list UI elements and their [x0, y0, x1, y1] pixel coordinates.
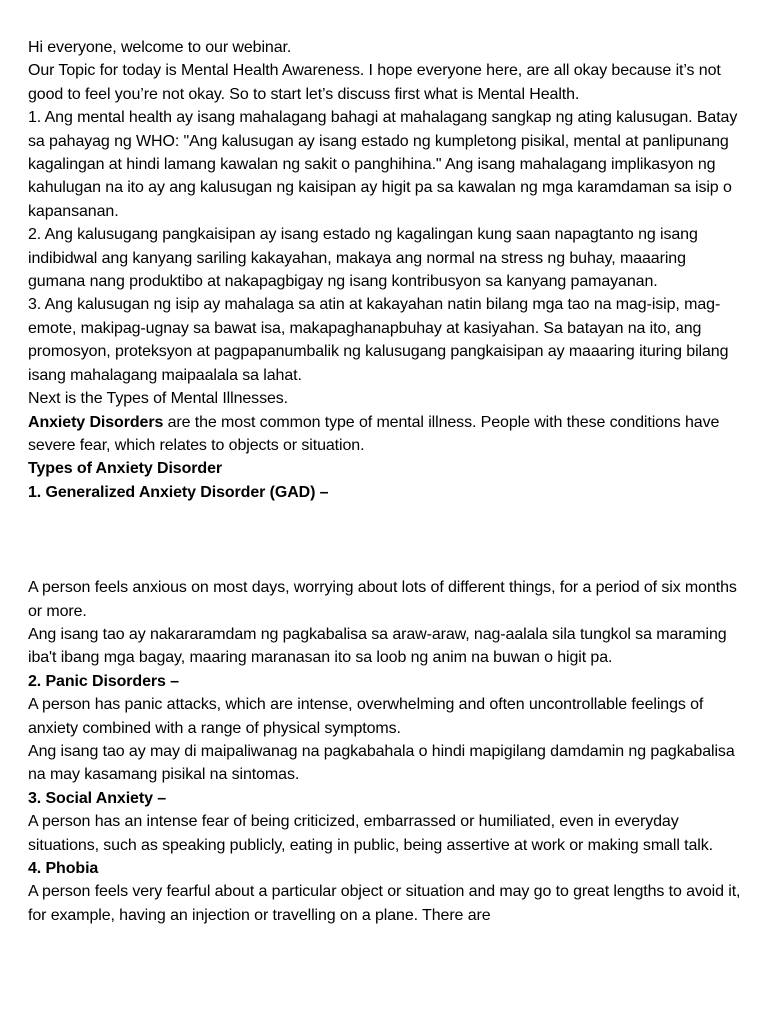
social-english-paragraph: A person has an intense fear of being criticized, embarrassed or humiliated, even in everyday situations, such as speaking publicly, eating in public, being assertive at work or making small talk.	[28, 813, 713, 854]
next-types-line: Next is the Types of Mental Illnesses.	[28, 390, 289, 408]
document-body	[28, 36, 744, 927]
gad-heading: 1. Generalized Anxiety Disorder (GAD) –	[28, 483, 329, 501]
item-3-paragraph: 3. Ang kalusugan ng isip ay mahalaga sa atin at kakayahan natin bilang mga tao na mag-isip, mag-emote, makipag-ugnay sa bawat isa, makapaghanapbuhay at kasiyahan. Sa batayan na ito, ang promosyon, proteksyon at pagpapanumbalik ng kalusugang pangkaisipan ay maaaring ituring bilang isang mahalagang maipaalala sa lahat.	[28, 296, 729, 384]
anxiety-term: Anxiety Disorders	[28, 413, 164, 431]
gad-tagalog-paragraph: Ang isang tao ay nakararamdam ng pagkabalisa sa araw-araw, nag-aalala sila tungkol sa maraming iba't ibang mga bagay, maaring maranasan ito sa loob ng anim na buwan o higit pa.	[28, 625, 727, 667]
item-2-paragraph: 2. Ang kalusugang pangkaisipan ay isang estado ng kagalingan kung saan napagtanto ng isang indibidwal ang kanyang sariling kakayahan, makaya ang normal na stress ng buhay, maaaring gumana nang produktibo at nakapagbigay ng isang kontribusyon sa kanyang pamayanan.	[28, 226, 698, 291]
anxiety-description: are the most common type of mental illness. People with these conditions have severe fear, which relates to objects or situation.	[28, 413, 720, 454]
phobia-english-paragraph: A person feels very fearful about a particular object or situation and may go to great lengths to avoid it, for example, having an injection or travelling on a plane. There are	[28, 883, 741, 924]
panic-tagalog-paragraph: Ang isang tao ay may di maipaliwanag na pagkabahala o hindi mapigilang damdamin ng pagkabalisa na may kasamang pisikal na sintomas.	[28, 742, 735, 784]
intro-greeting: Hi everyone, welcome to our webinar.	[28, 39, 292, 56]
types-heading: Types of Anxiety Disorder	[28, 460, 222, 478]
gad-english-paragraph: A person feels anxious on most days, worrying about lots of different things, for a period of six months or more.	[28, 579, 737, 620]
intro-topic: Our Topic for today is Mental Health Awareness. I hope everyone here, are all okay because it’s not good to feel you’re not okay. So to start let’s discuss first what is Mental Health.	[28, 62, 721, 103]
panic-heading: 2. Panic Disorders –	[28, 672, 179, 690]
panic-english-paragraph: A person has panic attacks, which are intense, overwhelming and often uncontrollable feelings of anxiety combined with a range of physical symptoms.	[28, 696, 704, 737]
social-heading: 3. Social Anxiety –	[28, 789, 167, 807]
item-1-paragraph: 1. Ang mental health ay isang mahalagang bahagi at mahalagang sangkap ng ating kalusugan. Batay sa pahayag ng WHO: "Ang kalusugan ay isang estado ng kumpletong pisikal, mental at panlipunang kagalingan at hindi lamang kawalan ng sakit o panghihina." Ang isang mahalagang implikasyon ng kahulugan na ito ay ang kalusugan ng kaisipan ay higit pa sa kawalan ng mga karamdaman sa isip o kapansanan.	[28, 109, 738, 220]
anxiety-paragraph	[28, 411, 744, 458]
phobia-heading: 4. Phobia	[28, 860, 99, 877]
blank-space	[28, 504, 744, 576]
